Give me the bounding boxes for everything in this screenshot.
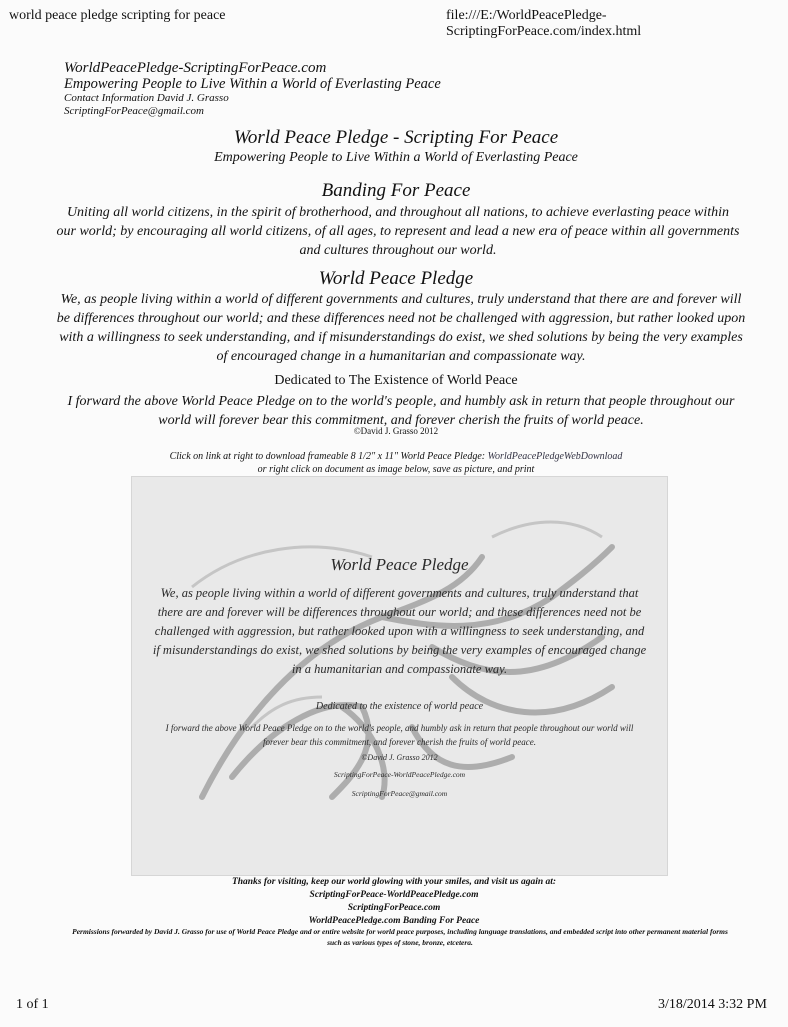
pledge-heading: World Peace Pledge xyxy=(318,268,474,289)
pledge-document-image[interactable] xyxy=(131,476,668,876)
footer-link-2[interactable]: ScriptingForPeace.com xyxy=(347,903,441,913)
print-header-url: file:///E:/WorldPeacePledge-ScriptingForPeace.com/index.html xyxy=(446,8,642,39)
download-prefix: Click on link at right to download frameable 8 1/2" x 11" World Peace Pledge: xyxy=(169,451,488,462)
banding-heading: Banding For Peace xyxy=(321,180,471,201)
site-info xyxy=(64,60,441,117)
image-pledge-text: We, as people living within a world of different governments and cultures, truly understand that there are and forever will be differences throughout our world; and these differences need not be challenged with aggression, but rather looked upon with a willingness to seek understanding, and if misunderstandings do exist, we shed solutions by being the very examples of encouraged change in a humanitarian and compassionate way. xyxy=(152,586,647,676)
image-site-url: ScriptingForPeace-WorldPeacePledge.com xyxy=(333,770,466,779)
image-email: ScriptingForPeace@gmail.com xyxy=(351,789,448,798)
pledge-paragraph: We, as people living within a world of different governments and cultures, truly understand that there are and forever will be differences throughout our world; and these differences need not be challenged with aggression, but rather looked upon with a willingness to seek understanding, and if misunderstandings do exist, we shed solutions by being the very examples of encouraged change in a humanitarian and compassionate way. xyxy=(56,292,746,364)
image-title: World Peace Pledge xyxy=(330,555,469,574)
banding-paragraph: Uniting all world citizens, in the spirit of brotherhood, and throughout all nations, to achieve everlasting peace within our world; by encouraging all world citizens, of all ages, to represent and lead a new era of peace within all governments and cultures throughout our world. xyxy=(56,205,740,258)
page-subtitle: Empowering People to Live Within a World of Everlasting Peace xyxy=(214,150,578,165)
dedication-paragraph: I forward the above World Peace Pledge on to the world's people, and humbly ask in return that people throughout our world will forever bear this commitment, and forever cherish the fruits of world peace. xyxy=(67,394,735,428)
image-copyright: ©David J. Grasso 2012 xyxy=(361,753,438,762)
thanks-block xyxy=(60,876,728,928)
permissions-note: Permissions forwarded by David J. Grasso for use of World Peace Pledge and or entire website for world peace purposes, including language translations, and embedded script into other permanent material forms such as various types of stone, bronze, etcetera. xyxy=(72,927,728,947)
site-name: WorldPeacePledge-ScriptingForPeace.com xyxy=(64,60,327,76)
print-footer-datetime: 3/18/2014 3:32 PM xyxy=(658,997,767,1012)
image-dedication-text: I forward the above World Peace Pledge on to the world's people, and humbly ask in return that people throughout our world will forever bear this commitment, and forever cherish the fruits of world peace. xyxy=(165,723,634,747)
page-title: World Peace Pledge - Scripting For Peace xyxy=(233,127,559,148)
image-dedication-heading: Dedicated to the existence of world peace xyxy=(315,701,484,712)
print-header-title: world peace pledge scripting for peace xyxy=(9,8,226,23)
download-instructions xyxy=(40,450,752,476)
print-footer-page: 1 of 1 xyxy=(16,997,49,1012)
footer-link-3[interactable]: WorldPeacePledge.com Banding For Peace xyxy=(308,916,480,926)
thanks-message: Thanks for visiting, keep our world glowing with your smiles, and visit us again at: xyxy=(231,877,557,887)
site-email[interactable]: ScriptingForPeace@gmail.com xyxy=(64,104,204,117)
download-link[interactable]: WorldPeacePledgeWebDownload xyxy=(487,451,623,462)
site-tagline: Empowering People to Live Within a World of Everlasting Peace xyxy=(64,75,441,92)
dedication-heading: Dedicated to The Existence of World Peace xyxy=(274,373,518,388)
footer-link-1[interactable]: ScriptingForPeace-WorldPeacePledge.com xyxy=(309,890,479,900)
download-secondary: or right click on document as image below, save as picture, and print xyxy=(257,464,535,475)
site-contact: Contact Information David J. Grasso xyxy=(64,92,229,105)
copyright-notice: ©David J. Grasso 2012 xyxy=(353,426,439,436)
